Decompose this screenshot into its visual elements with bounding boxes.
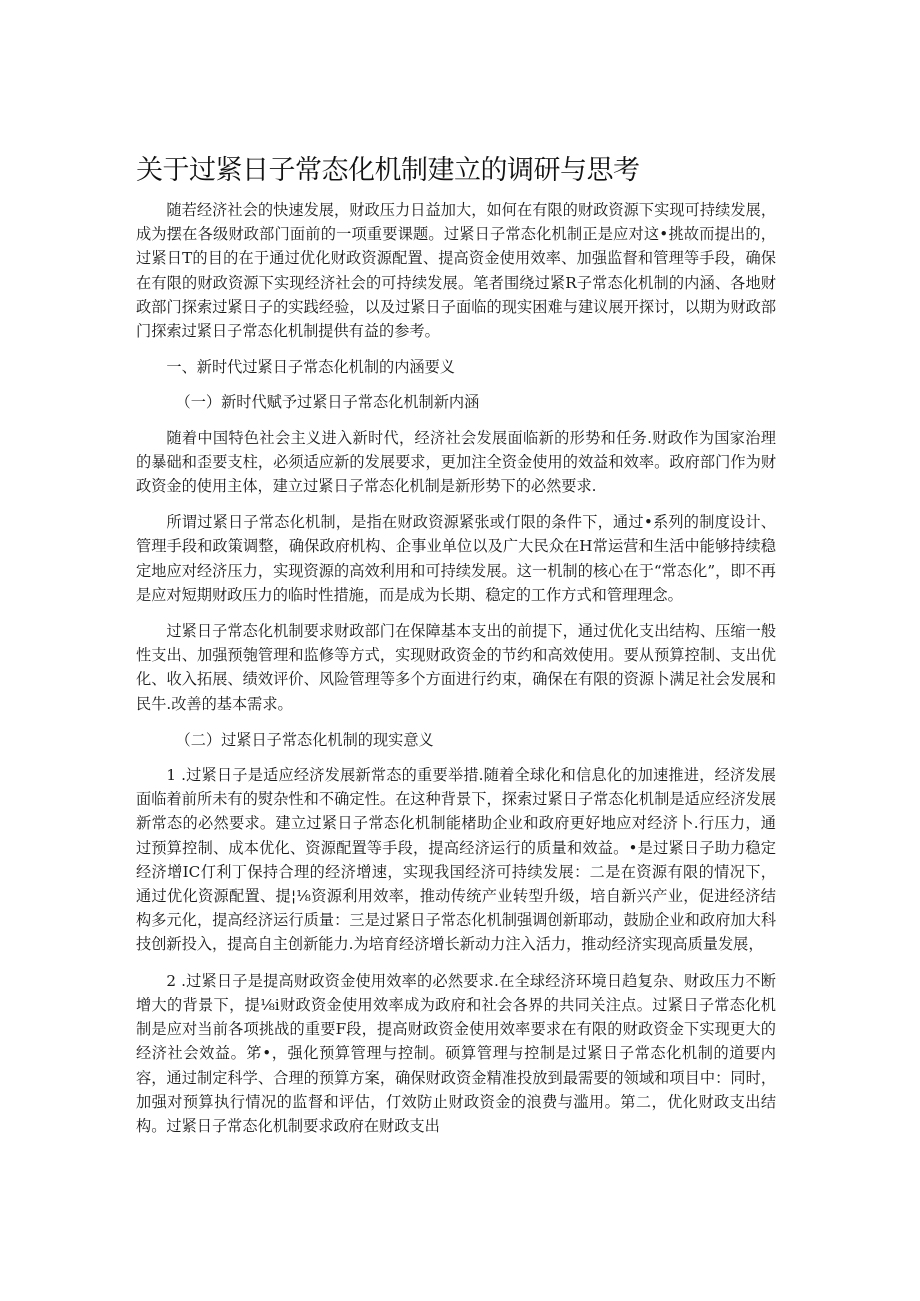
subsection-heading-1: （一）新时代赋予过紧日子常态化机制新内涵	[175, 393, 480, 412]
paragraph-definition: 所谓过紧日子常态化机制，是指在财政资源紧张或仃限的条件下，通过•系列的制度设计、管理手段和政策调整，确保政府机构、企事业单位以及广大民众在H常运营和生活中能够持续稳定地应对经济压力，实现资源的高效利用和可持续发展。这一机制的核心在于“常态化”，即不再是应对短期财政压力的临时性措施，而是成为长期、稳定的工作方式和管理理念。	[136, 513, 776, 604]
subsection-heading-2: （二）过紧日子常态化机制的现实意义	[175, 730, 434, 749]
paragraph-intro: 随若经济社会的快速发展，财政压力日益加大，如何在有限的财政资源下实现可持续发展，成为摆在各级财政部门面前的一项重要课题。过紧日子常态化机制正是应对这•挑故而提出的，过紧日T的目的在于通过优化财政资源配置、提高资金使用效率、加强监督和管理等手段，确保在有限的财政资源下实现经济社会的可持续发展。笔者围绕过紧R子常态化机制的内涵、各地财政部门探索过紧日子的实践经验，以及过紧日子面临的现实困难与建议展开探讨，以期为财政部门探索过紧日子常态化机制提供有益的参考。	[136, 201, 776, 341]
paragraph-point-1: 1 .过紧日子是适应经济发展新常态的重要举措.随着全球化和信息化的加速推进，经济发展面临着前所未有的熨杂性和不确定性。在这种背景下，探索过紧日子常态化机制是适应经济发展新常态的必然要求。建立过紧日子常态化机制能楮助企业和政府更好地应对经济卜.行压力，通过预算控制、成本优化、资源配置等手段，提高经济运行的质量和效益。•是过紧日子助力稳定经济增IC仃利丁保持合理的经济增速，实现我国经济可持续发展：二是在资源有限的情况下，通过优化资源配置、提¦⅛资源利用效率，推动传统产业转型升级，培自新兴产业，促进经济结构多元化，提高经济运行质量：三是过紧日子常态化机制强调创新耶动，鼓励企业和政府加大科技创新投入，提高自主创新能力.为培育经济增长新动力注入活力，推动经济实现高质量发展，	[136, 766, 776, 954]
document-body	[136, 198, 776, 1150]
paragraph-new-era: 随着中国特色社会主义进入新时代，经济社会发展面临新的形势和任务.财政作为国家治理的暴础和歪要支柱，必须适应新的发展要求，更加注全资金使用的效益和效率。政府部门作为财政资金的使用主体，建立过紧日子常态化机制是新形势下的必然要求.	[136, 428, 776, 496]
paragraph-point-2: 2 .过紧日子是提高财政资金使用效率的必然要求.在全球经济环境日趋复杂、财政压力不断增大的背景下，提⅛i财政资金使用效率成为政府和社会各界的共同关注点。过紧日子常态化机制是应对当前各项挑战的重要F段，提高财政资金使用效率要求在有限的财政资金下实现更大的经济社会效益。笫•，强化预算管理与控制。硕算管理与控制是过紧日子常态化机制的道要内容，通过制定科学、合理的预算方案，确保财政资金精准投放到最需要的领域和项目中：同时，加强对预算执行情况的监督和评估，仃效防止财政资金的浪费与滥用。第二，优化财政支出结构。过紧日子常态化机制要求政府在财政支出	[136, 971, 776, 1135]
paragraph-requirements: 过紧日子常态化机制要求财政部门在保障基本支出的前提下，通过优化支出结构、压缩一般性支出、加强预匏管理和监修等方式，实现财政资金的节约和高效使用。要从预算控制、支出优化、收入拓展、绩效评价、风险管理等多个方面进行约束，确保在有限的资源卜满足社会发展和民牛.改善的基本需求。	[136, 622, 776, 713]
document-title: 关于过紧日子常态化机制建立的调研与思考	[136, 155, 640, 186]
section-heading-1: 一、新时代过紧日子常态化机制的内涵要义	[166, 358, 455, 377]
